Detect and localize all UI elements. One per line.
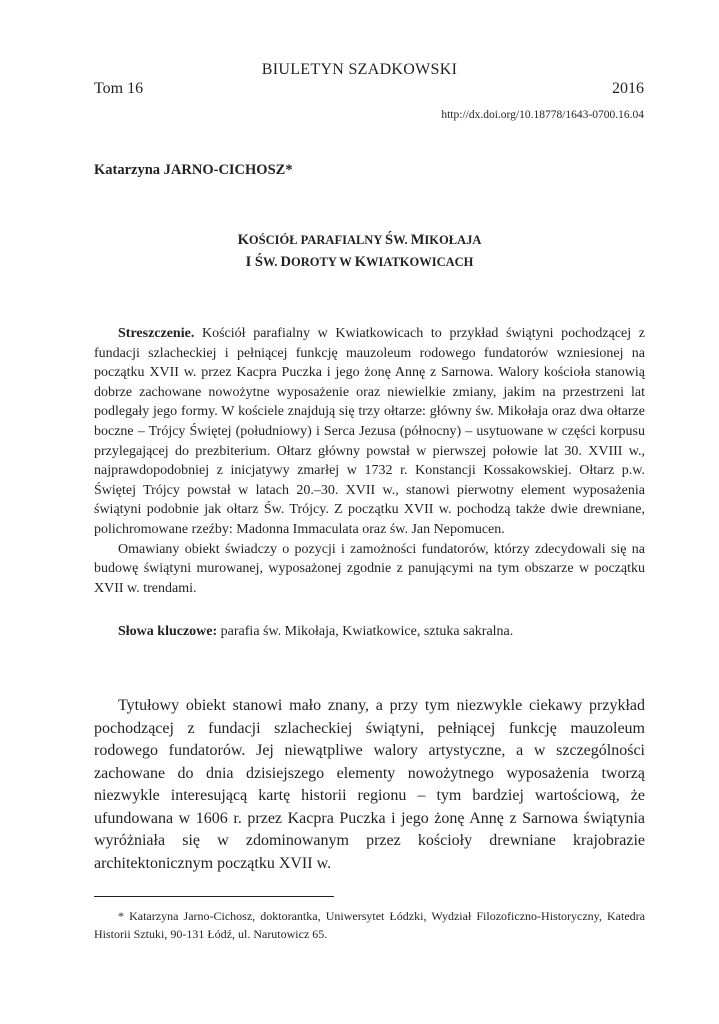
volume-number: Tom 16	[94, 80, 144, 97]
title-smallcaps: W.	[262, 255, 281, 269]
title-smallcaps: OŚCIÓŁ PARAFIALNY	[248, 233, 386, 247]
abstract-label: Streszczenie.	[118, 326, 195, 341]
abstract-paragraph: Omawiany obiekt świadczy o pozycji i zamożności fundatorów, którzy zdecydowali się na budowę świątyni murowanej, wyposażonej zgodnie z panującymi na tym obszarze w początku XVII w. trendami.	[94, 541, 645, 596]
article-title-line-1	[0, 229, 719, 251]
keywords-text: parafia św. Mikołaja, Kwiatkowice, sztuka sakralna.	[220, 624, 514, 639]
body-text	[94, 695, 645, 875]
title-cap: K	[354, 254, 366, 270]
abstract-paragraph	[94, 324, 645, 540]
abstract	[94, 324, 645, 598]
body-paragraph: Tytułowy obiekt stanowi mało znany, a przy tym niezwykle ciekawy przykład pochodzącej z fundacji szlacheckiej świątyni, pełniącej funkcję mauzoleum rodowego fundatorów. Jej niewątpliwe walory artystyczne, a w szczególności zachowane do dnia dzisiejszego elementy nowożytnego wyposażenia tworzą niezwykle interesującą kartę historii regionu – tym bardziej wartościową, że ufundowana w 1606 r. przez Kacpra Puczka i jego żonę Annę z Sarnowa świątynia wyróżniała się w zdominowanym przez kościoły drewniane krajobrazie architektonicznym początku XVII w.	[94, 697, 645, 872]
footnote: * Katarzyna Jarno-Cichosz, doktorantka, Uniwersytet Łódzki, Wydział Filozoficzno-Historyczny, Katedra Historii Sztuki, 90-131 Łódź, ul. Narutowicz 65.	[94, 909, 645, 941]
footnote-divider	[94, 896, 334, 897]
title-smallcaps: IKOŁAJA	[424, 233, 482, 247]
journal-title: BIULETYN SZADKOWSKI	[261, 61, 458, 78]
article-title-line-2	[0, 251, 719, 273]
article-title	[0, 229, 719, 273]
publication-year: 2016	[612, 80, 644, 97]
title-cap: I	[245, 254, 255, 270]
abstract-text: Kościół parafialny w Kwiatkowicach to przykład świątyni pochodzącej z fundacji szlacheckiej i pełniącej funkcję mauzoleum rodowego fundatorów wzniesionej na początku XVII w. przez Kacpra Puczka i jego żonę Annę z Sarnowa. Walory kościoła stanowią dobrze zachowane nowożytne wyposażenie oraz niewielkie zmiany, jakim na przestrzeni lat podlegały jego formy. W kościele znajdują się trzy ołtarze: główny św. Mikołaja oraz dwa ołtarze boczne – Trójcy Świętej (południowy) i Serca Jezusa (północny) – usytuowane w części korpusu przylegającej do prezbiterium. Ołtarz główny powstał w pierwszej połowie lat 30. XVIII w., najprawdopodobniej z inicjatywy zmarłej w 1732 r. Konstancji Kossakowskiej. Ołtarz p.w. Świętej Trójcy powstał w latach 20.–30. XVII w., stanowi pierwotny element wyposażenia świątyni podobnie jak ołtarz Św. Trójcy. Z początku XVII w. pochodzą także dwie drewniane, polichromowane rzeźby: Madonna Immaculata oraz św. Jan Nepomucen.	[94, 326, 646, 537]
keywords-label: Słowa kluczowe:	[118, 624, 218, 639]
doi-link[interactable]: http://dx.doi.org/10.18778/1643-0700.16.04	[441, 109, 644, 121]
title-cap: Ś	[254, 254, 263, 270]
title-smallcaps: OROTY W	[291, 255, 355, 269]
title-cap: M	[410, 232, 425, 248]
title-smallcaps: W.	[393, 233, 411, 247]
title-smallcaps: WIATKOWICACH	[365, 255, 474, 269]
title-cap: D	[280, 254, 292, 270]
author-name: Katarzyna JARNO-CICHOSZ*	[94, 162, 293, 178]
title-cap: Ś	[385, 232, 394, 248]
keywords	[94, 624, 645, 640]
title-cap: K	[237, 232, 249, 248]
